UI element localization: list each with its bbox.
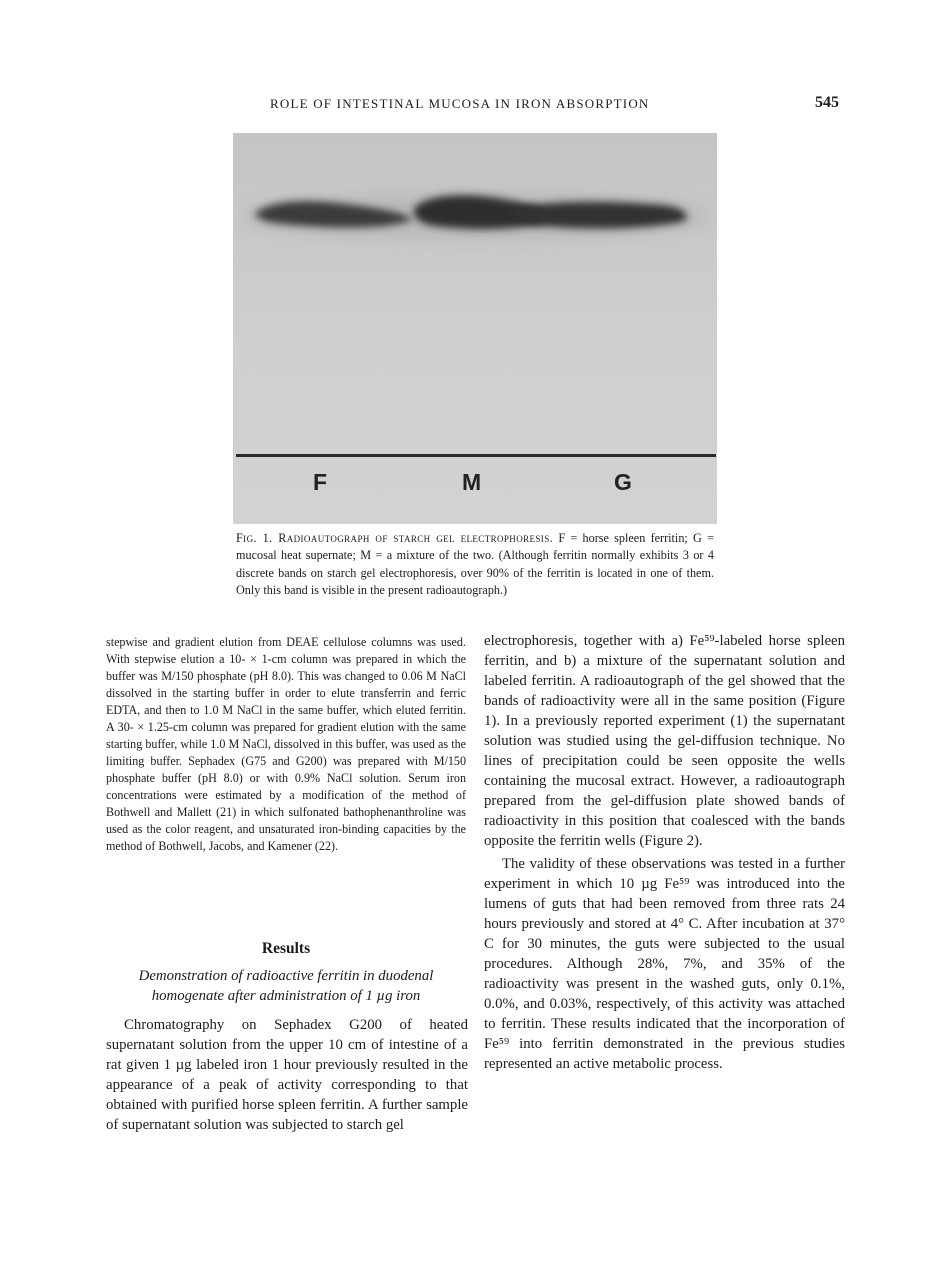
results-text-left: Chromatography on Sephadex G200 of heated supernatant solution from the upper 10 cm of intestine of a rat given 1 µg labeled iron 1 hour previously resulted in the appearance of a peak of activity corresponding to that obtained with purified horse spleen ferritin. A further sample of supernatant solution was subjected to starch gel <box>106 1017 468 1133</box>
page-number: 545 <box>815 94 839 111</box>
figure-caption-text: F = horse spleen ferritin; G = mucosal heat supernate; M = a mixture of the two. (Although ferritin normally exhibits 3 or 4 discrete bands on starch gel electrophoresis, over 90% of the ferritin is located in one of them. Only this band is visible in the present radioautograph.) <box>236 531 714 598</box>
figure-caption <box>236 530 714 600</box>
right-paragraph-2: The validity of these observations was tested in a further experiment in which 10 µg Fe⁵⁹ was introduced into the lumens of guts that had been removed from three rats 24 hours previously and stored at 4° C. After incubation at 37° C for 30 minutes, the guts were subjected to the usual procedures. Although 28%, 7%, and 35% of the radioactivity was present in the washed guts, only 0.1%, 0.0%, and 0.03%, respectively, of this activity was attached to ferritin. These results indicated that the incorporation of Fe⁵⁹ into ferritin demonstrated in the previous studies represented an active metabolic process. <box>484 856 845 1072</box>
running-head: ROLE OF INTESTINAL MUCOSA IN IRON ABSORPTION <box>270 96 650 111</box>
lane-label-f: F <box>313 469 328 495</box>
band-g <box>512 202 687 229</box>
results-subheading <box>106 966 466 1006</box>
methods-paragraph <box>106 634 466 855</box>
radioautograph-figure <box>233 133 717 524</box>
gel-image <box>233 133 717 524</box>
figure-caption-label: Fig. 1. Radioautograph of starch gel electrophoresis. <box>236 531 554 545</box>
right-paragraph-1: electrophoresis, together with a) Fe⁵⁹-labeled horse spleen ferritin, and b) a mixture of the supernatant solution and labeled ferritin. A radioautograph of the gel showed that the bands of radioactivity were all in the same position (Figure 1). In a previously reported experiment (1) the supernatant solution was studied using the gel-diffusion technique. No lines of precipitation could be seen opposite the wells containing the mucosal extract. However, a radioautograph prepared from the gel-diffusion plate showed bands of radioactivity in this position that coalesced with the bands opposite the ferritin wells (Figure 2). <box>484 633 845 849</box>
right-column <box>484 631 845 1074</box>
section-heading-results: Results <box>261 940 311 957</box>
subheading-line-2: homogenate after administration of 1 µg iron <box>151 988 421 1004</box>
lane-label-g: G <box>614 469 632 495</box>
results-paragraph-left <box>106 1015 468 1135</box>
origin-line <box>236 454 716 457</box>
lane-label-m: M <box>462 469 482 495</box>
methods-text: stepwise and gradient elution from DEAE cellulose columns was used. With stepwise elution a 10- × 1-cm column was prepared in which the buffer was M/150 phosphate (pH 8.0). This was changed to 0.06 M NaCl dissolved in the starting buffer in order to elute transferrin and ferric EDTA, and then to 1.0 M NaCl in the same buffer, which eluted ferritin. A 30- × 1.25-cm column was prepared for gradient elution with the same starting buffer, while 1.0 M NaCl, dissolved in this buffer, was used as the limiting buffer. Sephadex (G75 and G200) was prepared with M/150 phosphate buffer (pH 8.0) or with 0.9% NaCl solution. Serum iron concentrations were estimated by a modification of the method of Bothwell and Mallett (21) in which sulfonated bathophenanthroline was used as the color reagent, and unsaturated iron-binding capacities by the method of Bothwell, Jacobs, and Kamener (22). <box>106 635 466 853</box>
subheading-line-1: Demonstration of radioactive ferritin in duodenal <box>138 968 434 984</box>
